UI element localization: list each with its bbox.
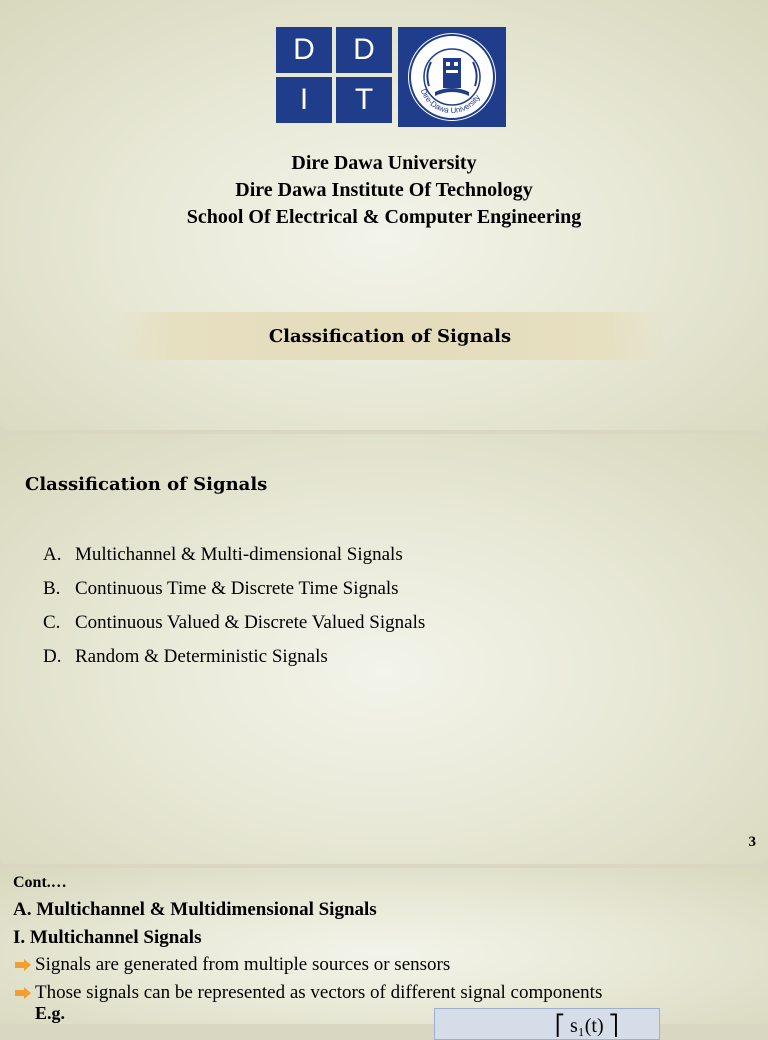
- list-letter: C.: [43, 612, 61, 633]
- title-band: [110, 312, 670, 360]
- cont-label: Cont.…: [13, 874, 67, 891]
- slide-title: Classification of Signals: [268, 325, 512, 347]
- list-item: [43, 640, 425, 674]
- content-slide: [0, 868, 768, 1037]
- example-label: E.g.: [35, 1003, 66, 1023]
- university-seal-icon: [398, 27, 506, 127]
- equation-box: [434, 1008, 660, 1040]
- list-item: [43, 572, 425, 606]
- list-text: Continuous Valued & Discrete Valued Signals: [75, 612, 426, 633]
- list-letter: D.: [43, 646, 62, 667]
- list-letter: A.: [43, 544, 62, 565]
- logo-letter: D: [336, 27, 392, 73]
- slide-heading: Classification of Signals: [25, 474, 268, 495]
- arrow-bullet-icon: [14, 987, 32, 999]
- page-number: 3: [748, 834, 756, 850]
- institution-lines: [0, 150, 768, 231]
- logo-letter: T: [336, 77, 392, 123]
- university-name: Dire Dawa University: [291, 152, 477, 174]
- list-item: [43, 538, 425, 572]
- ddit-logo: [276, 27, 506, 127]
- seal-text: Dire-Dawa University: [418, 87, 482, 116]
- list-text: Continuous Time & Discrete Time Signals: [75, 578, 399, 599]
- list-text: Random & Deterministic Signals: [75, 646, 328, 667]
- subsection-heading: I. Multichannel Signals: [13, 927, 202, 948]
- equation-fragment: ⎡ s₁(t) ⎤: [555, 1015, 619, 1037]
- arrow-bullet-icon: [14, 959, 32, 971]
- outline-slide: [0, 434, 768, 864]
- section-heading: A. Multichannel & Multidimensional Signals: [13, 899, 377, 920]
- bullet-item: [14, 954, 450, 976]
- list-item: [43, 606, 425, 640]
- bullet-text: Signals are generated from multiple sources or sensors: [35, 954, 451, 975]
- school-name: School Of Electrical & Computer Engineering: [186, 206, 582, 228]
- institute-name: Dire Dawa Institute Of Technology: [235, 179, 533, 201]
- bullet-item: [14, 982, 602, 1004]
- list-text: Multichannel & Multi-dimensional Signals: [75, 544, 403, 565]
- logo-letter: I: [276, 77, 332, 123]
- title-slide: [0, 0, 768, 430]
- classification-list: [43, 538, 425, 674]
- list-letter: B.: [43, 578, 61, 599]
- bullet-text: Those signals can be represented as vectors of different signal components: [35, 982, 603, 1003]
- logo-letter: D: [276, 27, 332, 73]
